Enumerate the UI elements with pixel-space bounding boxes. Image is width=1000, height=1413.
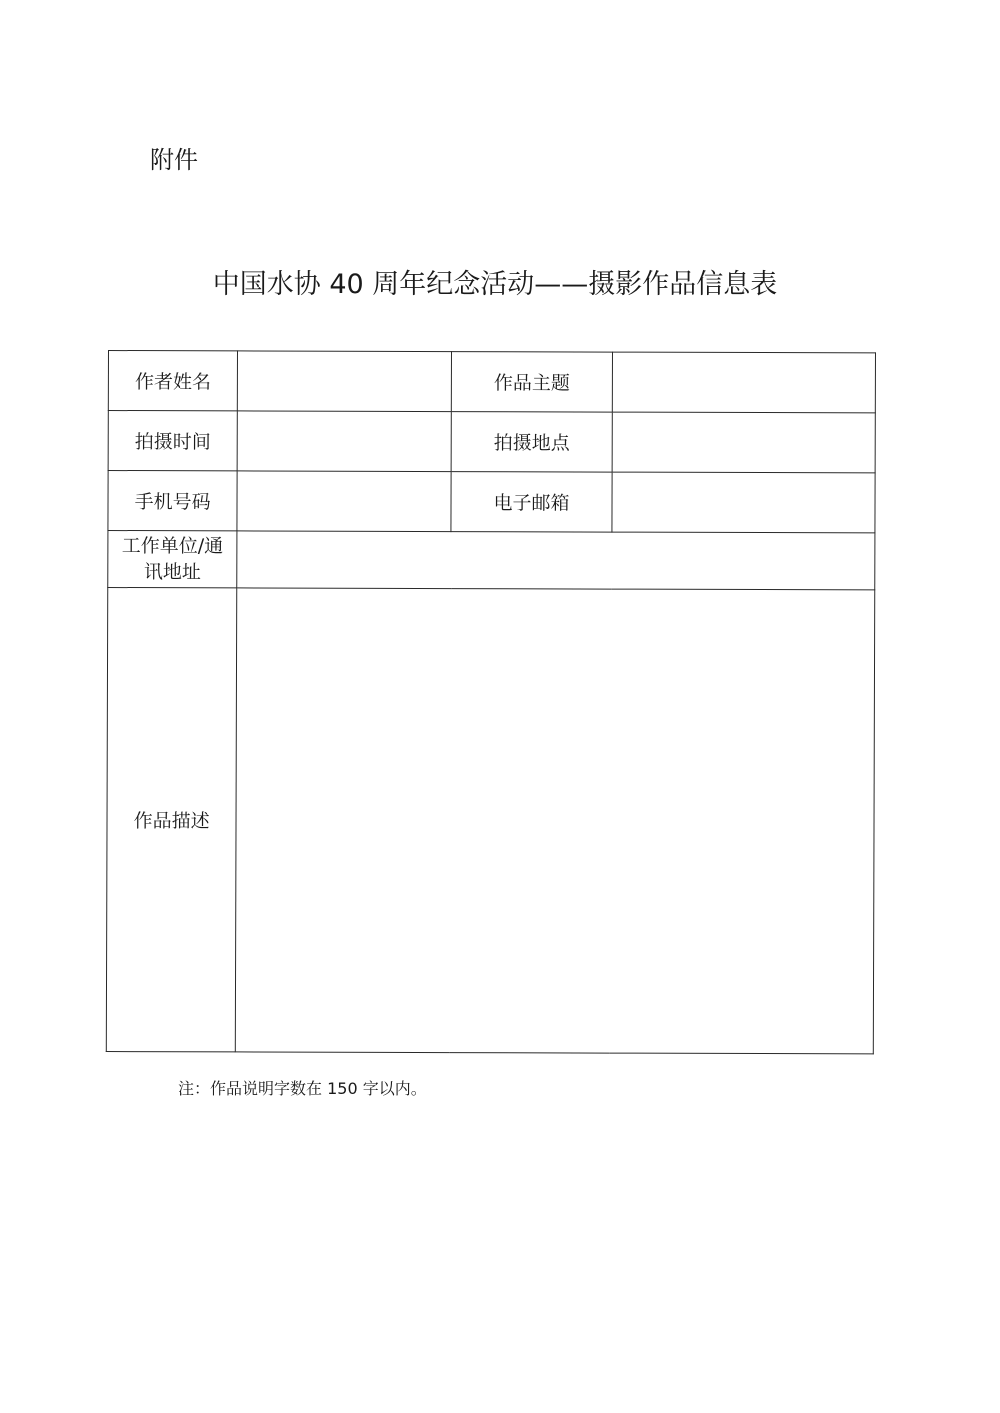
shooting-time-field[interactable] [237,411,451,472]
form-row-contact [108,471,875,533]
shooting-time-label: 拍摄时间 [108,411,237,471]
email-field[interactable] [612,472,876,533]
work-description-label: 作品描述 [106,588,237,1052]
author-name-field[interactable] [237,351,451,412]
phone-number-label: 手机号码 [108,471,237,531]
shooting-location-field[interactable] [612,412,876,473]
author-name-label: 作者姓名 [108,351,237,411]
form-row-author [108,351,875,413]
form-row-description [106,588,874,1054]
attachment-label: 附件 [150,146,198,174]
form-row-workplace [108,531,875,590]
work-theme-field[interactable] [612,352,876,413]
workplace-address-field[interactable] [237,531,875,590]
email-label: 电子邮箱 [451,472,611,533]
work-description-field[interactable] [235,588,874,1054]
form-row-shooting [108,411,875,473]
photo-info-form [106,350,876,1054]
page-title: 中国水协 40 周年纪念活动——摄影作品信息表 [212,269,778,300]
phone-number-field[interactable] [237,471,451,532]
work-theme-label: 作品主题 [452,352,612,413]
shooting-location-label: 拍摄地点 [452,412,612,473]
workplace-address-label [108,531,237,588]
footnote: 注：作品说明字数在 150 字以内。 [178,1079,427,1098]
workplace-label-line2: 讯地址 [143,561,201,584]
workplace-label-line1: 工作单位/通 [121,535,224,558]
